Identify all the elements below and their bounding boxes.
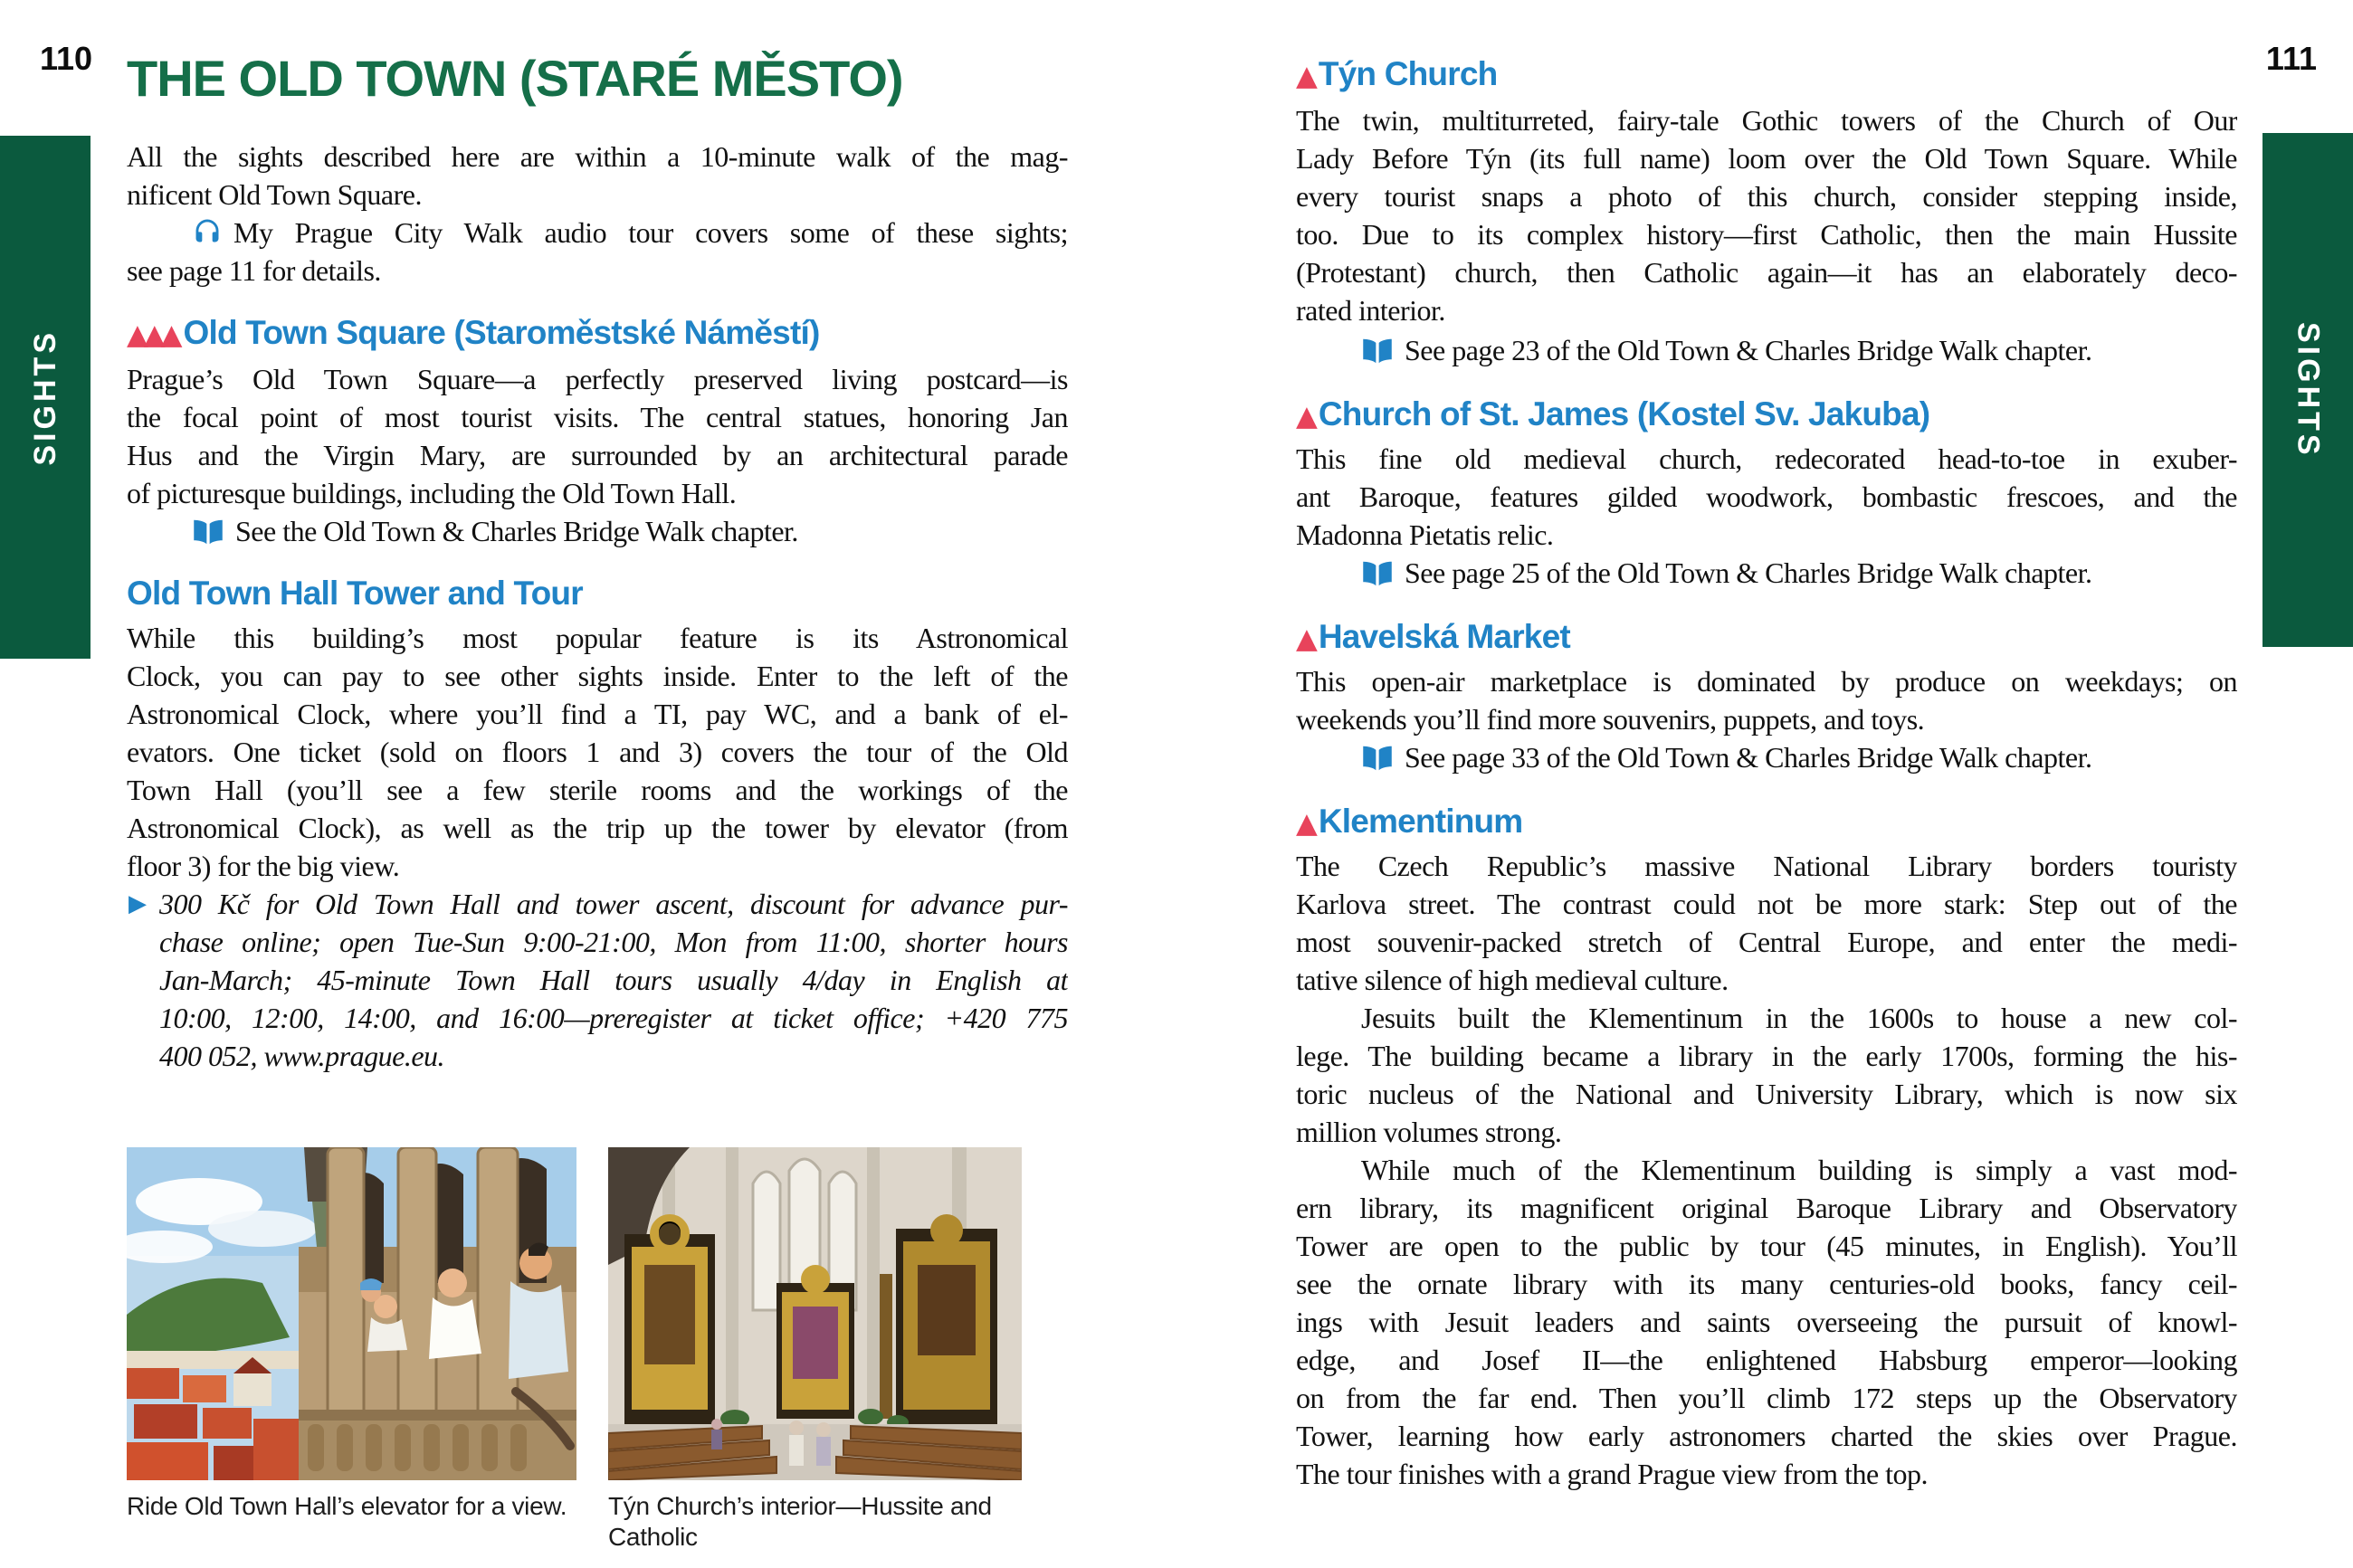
st-james-paragraph bbox=[1296, 440, 2237, 554]
text-line: Town Hall (you’ll see a few sterile rooms and the workings of the bbox=[127, 774, 1068, 806]
klementinum-paragraph-2 bbox=[1296, 999, 2237, 1151]
klementinum-paragraph-1 bbox=[1296, 847, 2237, 999]
photo-caption: Ride Old Town Hall’s elevator for a view. bbox=[127, 1492, 567, 1520]
text-line: evators. One ticket (sold on floors 1 and 3) covers the tour of the Old bbox=[127, 736, 1068, 768]
see-reference bbox=[127, 512, 1133, 550]
page-title: THE OLD TOWN (STARÉ MĚSTO) bbox=[127, 50, 903, 107]
text-line: Jan-March; 45-minute Town Hall tours usually 4/day in English at bbox=[159, 964, 1068, 996]
section-heading-label: Týn Church bbox=[1318, 55, 1498, 92]
text-line: the focal point of most tourist visits. The central statues, honoring Jan bbox=[127, 401, 1068, 433]
details-bullet-lines bbox=[127, 885, 1068, 1075]
text-line: All the sights described here are within a 10-minute walk of the mag- bbox=[127, 140, 1068, 173]
text-line: 400 052, www.prague.eu. bbox=[159, 1040, 445, 1072]
text-line: Lady Before Týn (its full name) loom over the Old Town Square. While bbox=[1296, 142, 2237, 175]
text-line: Tower, learning how early astronomers charted the skies over Prague. bbox=[1296, 1420, 2237, 1452]
section-heading-label: Klementinum bbox=[1318, 803, 1523, 840]
left-page-column bbox=[127, 0, 1068, 1568]
text-line: This fine old medieval church, redecorated head-to-toe in exuber- bbox=[1296, 442, 2237, 475]
text-line: ant Baroque, features gilded woodwork, bombastic frescoes, and the bbox=[1296, 480, 2237, 513]
see-reference bbox=[1296, 738, 2302, 776]
text-line: on from the far end. Then you’ll climb 172 steps up the Observatory bbox=[1296, 1382, 2237, 1414]
text-line: nificent Old Town Square. bbox=[127, 178, 422, 211]
section-heading-old-town-square bbox=[127, 311, 1068, 356]
sights-tab-label: SIGHTS bbox=[2291, 321, 2326, 459]
text-line: lege. The building became a library in the early 1700s, forming the his- bbox=[1296, 1040, 2237, 1072]
sights-tab-label: SIGHTS bbox=[27, 328, 62, 466]
text-line: 10:00, 12:00, 14:00, and 16:00—preregister at ticket office; +420 775 bbox=[159, 1002, 1068, 1034]
audio-tour-note bbox=[127, 214, 1068, 290]
text-line: ern library, its magnificent original Baroque Library and Observatory bbox=[1296, 1192, 2237, 1224]
section-heading-label: Havelská Market bbox=[1318, 618, 1570, 655]
text-line: The Czech Republic’s massive National Library borders touristy bbox=[1296, 850, 2237, 882]
bullet-marker-icon: ▶ bbox=[129, 890, 147, 917]
text-line: Hus and the Virgin Mary, are surrounded by an architectural parade bbox=[127, 439, 1068, 471]
photo-caption: Týn Church’s interior—Hussite and Catholic bbox=[608, 1492, 992, 1551]
see-reference bbox=[1296, 554, 2302, 592]
audio-tour-text: My Prague City Walk audio tour covers some of these sights; bbox=[233, 216, 1068, 249]
book-icon bbox=[1361, 560, 1394, 587]
right-page-column bbox=[1296, 0, 2237, 1568]
section-heading-havelska-market bbox=[1296, 615, 2237, 660]
book-icon bbox=[192, 518, 224, 546]
see-reference-text: See the Old Town & Charles Bridge Walk chapter. bbox=[235, 515, 798, 547]
text-line: too. Due to its complex history—first Catholic, then the main Hussite bbox=[1296, 218, 2237, 251]
photo-tyn-church-interior bbox=[608, 1147, 1022, 1480]
photo-old-town-hall-balcony bbox=[127, 1147, 576, 1480]
sights-tab-left bbox=[0, 136, 90, 659]
text-line: rated interior. bbox=[1296, 294, 1445, 327]
page-number-right: 111 bbox=[2265, 40, 2317, 77]
text-line: Astronomical Clock, where you’ll find a TI, pay WC, and a bank of el- bbox=[127, 698, 1068, 730]
rating-triangles-icon: ▲ bbox=[1296, 400, 1313, 432]
section-heading-label: Old Town Square (Staroměstské Náměstí) bbox=[183, 314, 820, 351]
text-line: of picturesque buildings, including the Old Town Hall. bbox=[127, 477, 737, 509]
text-line: tative silence of high medieval culture. bbox=[1296, 964, 1729, 996]
rating-triangles-icon: ▲ bbox=[1296, 807, 1313, 840]
havelska-market-paragraph bbox=[1296, 662, 2237, 738]
see-reference-text: See page 25 of the Old Town & Charles Bridge Walk chapter. bbox=[1405, 556, 2092, 589]
section-heading-st-james bbox=[1296, 393, 2237, 438]
section-heading-old-town-hall bbox=[127, 572, 1068, 615]
section-heading-label: Church of St. James (Kostel Sv. Jakuba) bbox=[1318, 395, 1930, 432]
text-line: While this building’s most popular feature is its Astronomical bbox=[127, 622, 1068, 654]
section-heading-tyn-church bbox=[1296, 52, 2237, 98]
text-line: floor 3) for the big view. bbox=[127, 850, 400, 882]
tyn-church-paragraph bbox=[1296, 101, 2237, 329]
rating-triangles-icon: ▲ bbox=[1296, 60, 1313, 92]
text-line: This open-air marketplace is dominated by produce on weekdays; on bbox=[1296, 665, 2237, 698]
text-line: Tower are open to the public by tour (45 minutes, in English). You’ll bbox=[1296, 1230, 2237, 1262]
book-icon bbox=[1361, 337, 1394, 365]
page-number-left: 110 bbox=[40, 40, 93, 77]
text-line: Jesuits built the Klementinum in the 1600s to house a new col- bbox=[1361, 1002, 2237, 1034]
see-reference-text: See page 23 of the Old Town & Charles Bridge Walk chapter. bbox=[1405, 334, 2092, 366]
text-line: toric nucleus of the National and University Library, which is now six bbox=[1296, 1078, 2237, 1110]
rating-triangles-icon: ▲ bbox=[1296, 622, 1313, 655]
see-reference bbox=[1296, 331, 2302, 369]
text-line: ings with Jesuit leaders and saints overseeing the pursuit of knowl- bbox=[1296, 1306, 2237, 1338]
text-line: The twin, multiturreted, fairy-tale Gothic towers of the Church of Our bbox=[1296, 104, 2237, 137]
text-line: every tourist snaps a photo of this church, consider stepping inside, bbox=[1296, 180, 2237, 213]
text-line: Madonna Pietatis relic. bbox=[1296, 518, 1554, 551]
section-heading-klementinum bbox=[1296, 800, 2237, 845]
old-town-hall-paragraph bbox=[127, 619, 1068, 885]
text-line: edge, and Josef II—the enlightened Habsburg emperor—looking bbox=[1296, 1344, 2237, 1376]
book-icon bbox=[1361, 745, 1394, 772]
text-line: The tour finishes with a grand Prague view from the top. bbox=[1296, 1458, 1929, 1490]
intro-paragraph bbox=[127, 138, 1068, 214]
rating-triangles-icon: ▲▲▲ bbox=[127, 318, 178, 351]
text-line: chase online; open Tue-Sun 9:00-21:00, Mon from 11:00, shorter hours bbox=[159, 926, 1068, 958]
audio-tour-line bbox=[127, 214, 1068, 252]
old-town-square-paragraph bbox=[127, 360, 1068, 512]
audio-tour-text-2: see page 11 for details. bbox=[127, 254, 381, 287]
section-heading-label: Old Town Hall Tower and Tour bbox=[127, 575, 583, 612]
text-line: million volumes strong. bbox=[1296, 1116, 1562, 1148]
text-line: (Protestant) church, then Catholic again—it has an elaborately deco- bbox=[1296, 256, 2237, 289]
text-line: Prague’s Old Town Square—a perfectly preserved living postcard—is bbox=[127, 363, 1068, 395]
text-line: most souvenir-packed stretch of Central Europe, and enter the medi- bbox=[1296, 926, 2237, 958]
text-line: 300 Kč for Old Town Hall and tower ascent, discount for advance pur- bbox=[159, 888, 1068, 920]
details-bullet bbox=[127, 885, 1068, 1075]
text-line: see the ornate library with its many centuries-old books, fancy ceil- bbox=[1296, 1268, 2237, 1300]
text-line: Karlova street. The contrast could not be more stark: Step out of the bbox=[1296, 888, 2237, 920]
klementinum-paragraph-3 bbox=[1296, 1151, 2237, 1493]
text-line: weekends you’ll find more souvenirs, puppets, and toys. bbox=[1296, 703, 1925, 736]
text-line: Clock, you can pay to see other sights inside. Enter to the left of the bbox=[127, 660, 1068, 692]
see-reference-text: See page 33 of the Old Town & Charles Bridge Walk chapter. bbox=[1405, 741, 2092, 774]
headphones-icon bbox=[192, 216, 223, 247]
text-line: Astronomical Clock), as well as the trip up the tower by elevator (from bbox=[127, 812, 1068, 844]
text-line: While much of the Klementinum building is simply a vast mod- bbox=[1361, 1154, 2237, 1186]
